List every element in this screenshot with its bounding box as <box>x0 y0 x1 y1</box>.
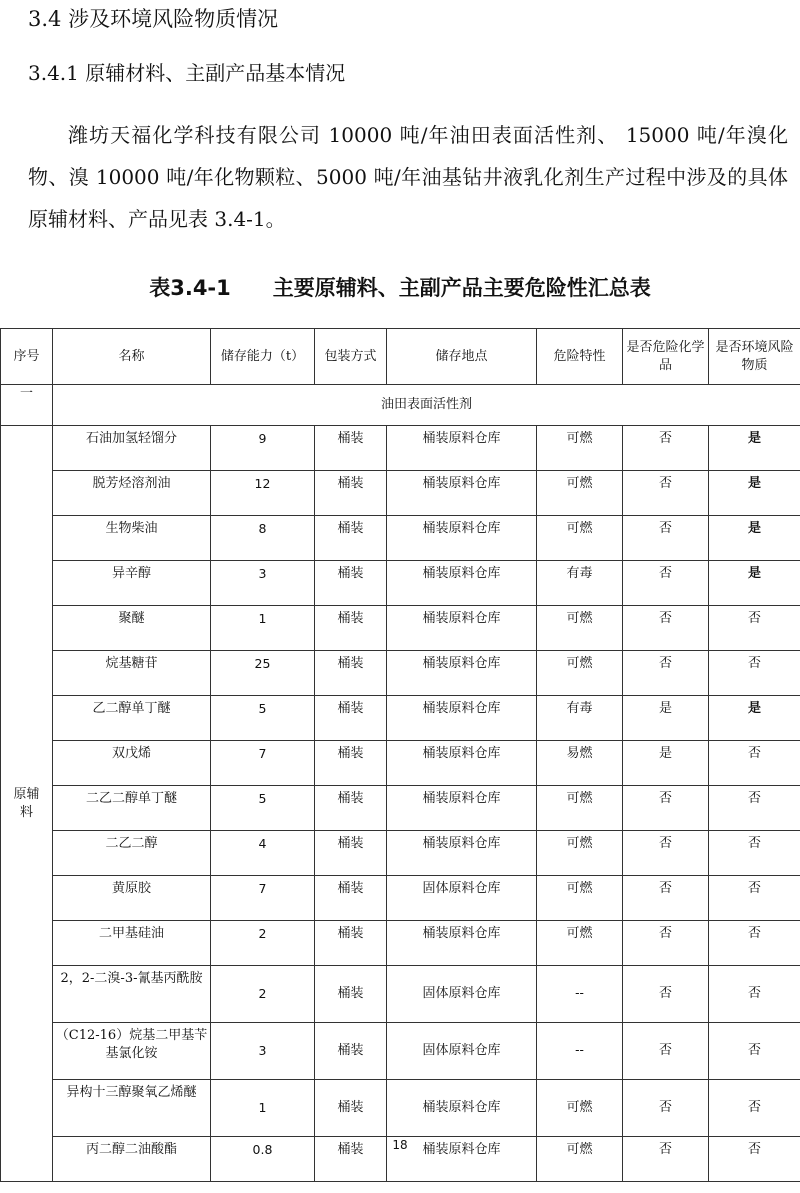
hazchem-cell: 否 <box>623 606 709 651</box>
table-row <box>1 1080 800 1137</box>
location-cell: 桶装原料仓库 <box>387 561 537 606</box>
hazard-cell: 有毒 <box>537 561 623 606</box>
location-cell: 桶装原料仓库 <box>387 831 537 876</box>
hazard-cell: 可燃 <box>537 786 623 831</box>
header-cell: 储存能力（t） <box>211 329 315 385</box>
material-name-cell: （C12-16）烷基二甲基苄基氯化铵 <box>53 1023 211 1080</box>
location-cell: 固体原料仓库 <box>387 1023 537 1080</box>
material-name-cell: 烷基糖苷 <box>53 651 211 696</box>
env-risk-cell: 是 <box>709 426 800 471</box>
hazard-cell: 可燃 <box>537 921 623 966</box>
packaging-cell: 桶装 <box>315 1137 387 1182</box>
location-cell: 桶装原料仓库 <box>387 921 537 966</box>
table-row <box>1 966 800 1023</box>
env-risk-cell: 否 <box>709 921 800 966</box>
packaging-cell: 桶装 <box>315 786 387 831</box>
material-name-cell: 异辛醇 <box>53 561 211 606</box>
env-risk-cell: 否 <box>709 606 800 651</box>
env-risk-cell: 否 <box>709 966 800 1023</box>
capacity-cell: 3 <box>211 561 315 606</box>
table-row <box>1 606 800 651</box>
header-cell: 是否环境风险物质 <box>709 329 800 385</box>
capacity-cell: 1 <box>211 1080 315 1137</box>
env-risk-cell: 是 <box>709 696 800 741</box>
location-cell: 桶装原料仓库 <box>387 1137 537 1182</box>
material-name-cell: 黄原胶 <box>53 876 211 921</box>
group-name: 油田表面活性剂 <box>53 385 800 426</box>
packaging-cell: 桶装 <box>315 606 387 651</box>
location-cell: 桶装原料仓库 <box>387 516 537 561</box>
capacity-cell: 4 <box>211 831 315 876</box>
hazchem-cell: 是 <box>623 741 709 786</box>
location-cell: 桶装原料仓库 <box>387 696 537 741</box>
table-row <box>1 471 800 516</box>
hazard-summary-table <box>0 328 800 1182</box>
env-risk-cell: 是 <box>709 516 800 561</box>
packaging-cell: 桶装 <box>315 561 387 606</box>
hazchem-cell: 否 <box>623 921 709 966</box>
page-number: 18 <box>392 1138 408 1152</box>
material-name-cell: 二乙二醇单丁醚 <box>53 786 211 831</box>
location-cell: 桶装原料仓库 <box>387 606 537 651</box>
table-row <box>1 561 800 606</box>
material-name-cell: 双戊烯 <box>53 741 211 786</box>
header-cell: 是否危险化学品 <box>623 329 709 385</box>
hazchem-cell: 否 <box>623 786 709 831</box>
material-name-cell: 石油加氢轻馏分 <box>53 426 211 471</box>
header-cell: 包装方式 <box>315 329 387 385</box>
packaging-cell: 桶装 <box>315 471 387 516</box>
hazchem-cell: 否 <box>623 426 709 471</box>
hazard-cell: 可燃 <box>537 1137 623 1182</box>
table-row <box>1 831 800 876</box>
hazchem-cell: 否 <box>623 966 709 1023</box>
location-cell: 桶装原料仓库 <box>387 741 537 786</box>
capacity-cell: 2 <box>211 966 315 1023</box>
packaging-cell: 桶装 <box>315 1023 387 1080</box>
header-cell: 名称 <box>53 329 211 385</box>
env-risk-cell: 否 <box>709 1080 800 1137</box>
table-row <box>1 876 800 921</box>
hazchem-cell: 否 <box>623 1023 709 1080</box>
env-risk-cell: 否 <box>709 741 800 786</box>
material-name-cell: 二乙二醇 <box>53 831 211 876</box>
hazard-cell: 可燃 <box>537 876 623 921</box>
packaging-cell: 桶装 <box>315 966 387 1023</box>
capacity-cell: 2 <box>211 921 315 966</box>
hazchem-cell: 否 <box>623 876 709 921</box>
hazchem-cell: 否 <box>623 471 709 516</box>
material-name-cell: 乙二醇单丁醚 <box>53 696 211 741</box>
hazchem-cell: 否 <box>623 651 709 696</box>
env-risk-cell: 否 <box>709 651 800 696</box>
env-risk-cell: 否 <box>709 1137 800 1182</box>
packaging-cell: 桶装 <box>315 651 387 696</box>
hazard-cell: 可燃 <box>537 651 623 696</box>
packaging-cell: 桶装 <box>315 1080 387 1137</box>
header-cell: 序号 <box>1 329 53 385</box>
capacity-cell: 1 <box>211 606 315 651</box>
capacity-cell: 8 <box>211 516 315 561</box>
location-cell: 桶装原料仓库 <box>387 1080 537 1137</box>
hazchem-cell: 否 <box>623 516 709 561</box>
hazard-cell: 可燃 <box>537 516 623 561</box>
hazard-cell: 可燃 <box>537 471 623 516</box>
env-risk-cell: 否 <box>709 831 800 876</box>
capacity-cell: 5 <box>211 696 315 741</box>
table-group-row <box>1 385 800 426</box>
capacity-cell: 3 <box>211 1023 315 1080</box>
table-row <box>1 426 800 471</box>
intro-paragraph: 潍坊天福化学科技有限公司 10000 吨/年油田表面活性剂、 15000 吨/年溴化物、溴 10000 吨/年化物颗粒、5000 吨/年油基钻井液乳化剂生产过程中涉及的具体原辅材料、产品见表 3.4-1。 <box>28 123 788 231</box>
hazard-cell: -- <box>537 1023 623 1080</box>
capacity-cell: 5 <box>211 786 315 831</box>
hazchem-cell: 否 <box>623 561 709 606</box>
hazard-cell: -- <box>537 966 623 1023</box>
table-row <box>1 921 800 966</box>
location-cell: 固体原料仓库 <box>387 966 537 1023</box>
packaging-cell: 桶装 <box>315 516 387 561</box>
packaging-cell: 桶装 <box>315 696 387 741</box>
location-cell: 桶装原料仓库 <box>387 786 537 831</box>
table-row <box>1 651 800 696</box>
packaging-cell: 桶装 <box>315 426 387 471</box>
packaging-cell: 桶装 <box>315 876 387 921</box>
packaging-cell: 桶装 <box>315 741 387 786</box>
capacity-cell: 25 <box>211 651 315 696</box>
subsection-title: 3.4.1 原辅材料、主副产品基本情况 <box>28 61 346 85</box>
hazard-cell: 有毒 <box>537 696 623 741</box>
material-name-cell: 脱芳烃溶剂油 <box>53 471 211 516</box>
hazard-cell: 可燃 <box>537 1080 623 1137</box>
hazchem-cell: 否 <box>623 831 709 876</box>
location-cell: 桶装原料仓库 <box>387 426 537 471</box>
hazchem-cell: 否 <box>623 1080 709 1137</box>
table-row <box>1 741 800 786</box>
env-risk-cell: 否 <box>709 1023 800 1080</box>
group-number: 一 <box>1 385 53 426</box>
location-cell: 固体原料仓库 <box>387 876 537 921</box>
env-risk-cell: 否 <box>709 876 800 921</box>
hazard-cell: 可燃 <box>537 606 623 651</box>
location-cell: 桶装原料仓库 <box>387 651 537 696</box>
table-header-row <box>1 329 800 385</box>
material-name-cell: 二甲基硅油 <box>53 921 211 966</box>
capacity-cell: 12 <box>211 471 315 516</box>
table-caption: 表3.4-1 主要原辅料、主副产品主要危险性汇总表 <box>149 276 651 300</box>
location-cell: 桶装原料仓库 <box>387 471 537 516</box>
table-row <box>1 696 800 741</box>
capacity-cell: 7 <box>211 876 315 921</box>
table-row <box>1 516 800 561</box>
table-row <box>1 786 800 831</box>
capacity-cell: 9 <box>211 426 315 471</box>
env-risk-cell: 是 <box>709 471 800 516</box>
table-row <box>1 1023 800 1080</box>
material-name-cell: 丙二醇二油酸酯 <box>53 1137 211 1182</box>
section-title: 3.4 涉及环境风险物质情况 <box>28 7 279 31</box>
hazard-cell: 可燃 <box>537 426 623 471</box>
material-name-cell: 生物柴油 <box>53 516 211 561</box>
category-cell: 原辅料 <box>1 426 53 1182</box>
hazard-cell: 易燃 <box>537 741 623 786</box>
hazchem-cell: 是 <box>623 696 709 741</box>
material-name-cell: 异构十三醇聚氧乙烯醚 <box>53 1080 211 1137</box>
env-risk-cell: 否 <box>709 786 800 831</box>
capacity-cell: 0.8 <box>211 1137 315 1182</box>
packaging-cell: 桶装 <box>315 921 387 966</box>
hazard-cell: 可燃 <box>537 831 623 876</box>
capacity-cell: 7 <box>211 741 315 786</box>
hazchem-cell: 否 <box>623 1137 709 1182</box>
material-name-cell: 2，2-二溴-3-氰基丙酰胺 <box>53 966 211 1023</box>
header-cell: 危险特性 <box>537 329 623 385</box>
header-cell: 储存地点 <box>387 329 537 385</box>
packaging-cell: 桶装 <box>315 831 387 876</box>
material-name-cell: 聚醚 <box>53 606 211 651</box>
env-risk-cell: 是 <box>709 561 800 606</box>
